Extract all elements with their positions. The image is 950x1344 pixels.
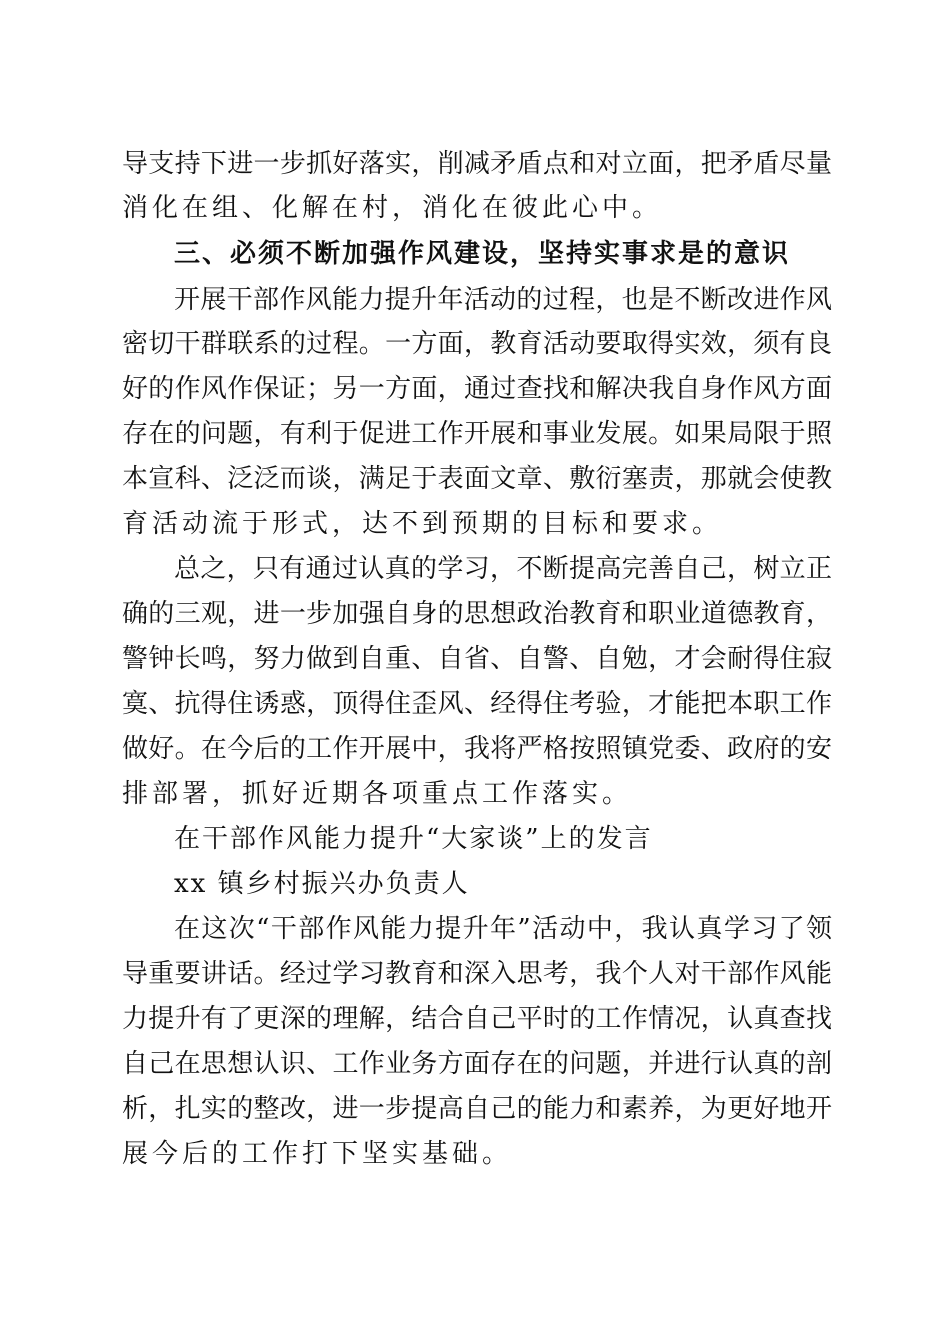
speaker-line: xx 镇乡村振兴办负责人 <box>174 869 470 899</box>
paragraph-4-line-1: 在这次“干部作风能力提升年”活动中，我认真学习了领 <box>174 914 832 944</box>
paragraph-2-line-5: 本宣科、泛泛而谈，满足于表面文章、敷衍塞责，那就会使教 <box>122 464 832 494</box>
paragraph-4-line-5: 析，扎实的整改，进一步提高自己的能力和素养，为更好地开 <box>122 1094 832 1124</box>
paragraph-4-line-4: 自己在思想认识、工作业务方面存在的问题，并进行认真的剖 <box>122 1049 832 1079</box>
paragraph-3-line-4: 寞、抗得住诱惑，顶得住歪风、经得住考验，才能把本职工作 <box>122 689 832 719</box>
section-3-heading: 三、必须不断加强作风建设，坚持实事求是的意识 <box>174 239 791 269</box>
paragraph-2-line-3: 好的作风作保证；另一方面，通过查找和解决我自身作风方面 <box>122 374 832 404</box>
paragraph-3-line-5: 做好。在今后的工作开展中，我将严格按照镇党委、政府的安 <box>122 734 832 764</box>
paragraph-4-line-2: 导重要讲话。经过学习教育和深入思考，我个人对干部作风能 <box>122 959 832 989</box>
paragraph-2-line-6: 育活动流于形式，达不到预期的目标和要求。 <box>122 509 723 539</box>
paragraph-2-line-4: 存在的问题，有利于促进工作开展和事业发展。如果局限于照 <box>122 419 832 449</box>
paragraph-2-line-2: 密切干群联系的过程。一方面，教育活动要取得实效，须有良 <box>122 329 832 359</box>
paragraph-2-line-1: 开展干部作风能力提升年活动的过程，也是不断改进作风 <box>174 285 832 315</box>
paragraph-4-line-3: 力提升有了更深的理解，结合自己平时的工作情况，认真查找 <box>122 1004 832 1034</box>
paragraph-1-line-1: 导支持下进一步抓好落实，削减矛盾点和对立面，把矛盾尽量 <box>122 149 832 179</box>
paragraph-3-line-1: 总之，只有通过认真的学习，不断提高完善自己，树立正 <box>174 554 832 584</box>
paragraph-4-line-6: 展今后的工作打下坚实基础。 <box>122 1139 513 1169</box>
paragraph-3-line-2: 确的三观，进一步加强自身的思想政治教育和职业道德教育， <box>122 599 832 629</box>
paragraph-1-line-2: 消化在组、化解在村，消化在彼此心中。 <box>122 193 663 223</box>
speech-title: 在干部作风能力提升“大家谈”上的发言 <box>174 824 653 854</box>
paragraph-3-line-3: 警钟长鸣，努力做到自重、自省、自警、自勉，才会耐得住寂 <box>122 644 832 674</box>
paragraph-3-line-6: 排部署，抓好近期各项重点工作落实。 <box>122 779 633 809</box>
